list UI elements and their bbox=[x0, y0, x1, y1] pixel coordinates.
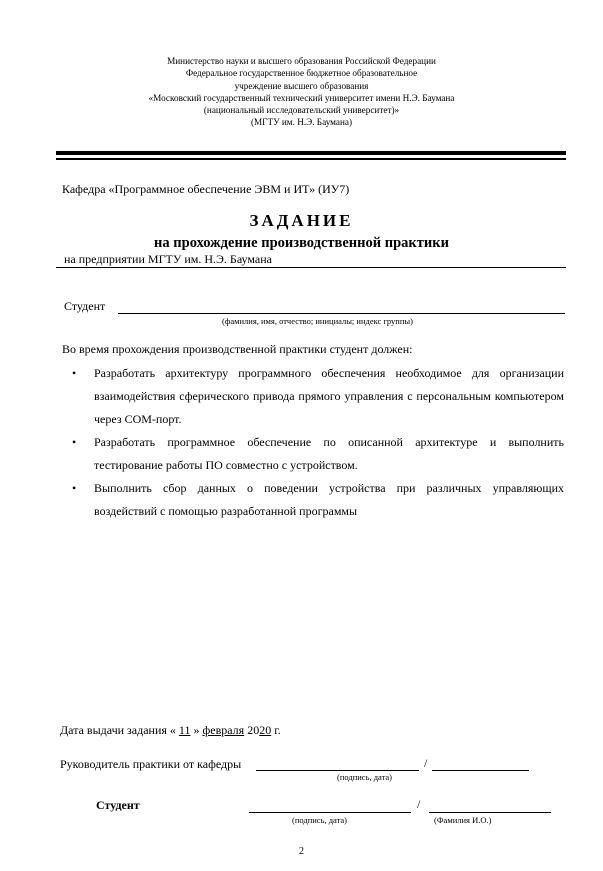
supervisor-signature-field[interactable] bbox=[256, 770, 419, 771]
slash-separator: / bbox=[424, 756, 428, 770]
student-sign-label: Студент bbox=[96, 798, 140, 812]
document-title: ЗАДАНИЕ bbox=[249, 211, 354, 230]
issue-date-month[interactable]: февраля bbox=[202, 723, 245, 737]
supervisor-name-field[interactable] bbox=[432, 770, 529, 771]
header-rule-thick bbox=[56, 151, 566, 155]
enterprise-underline bbox=[56, 267, 566, 268]
slash-separator: / bbox=[417, 797, 421, 811]
department-line: Кафедра «Программное обеспечение ЭВМ и ИТ» (ИУ7) bbox=[62, 182, 350, 196]
issue-date-suffix: г. bbox=[274, 723, 281, 737]
document-subtitle: на прохождение производственной практики bbox=[154, 235, 449, 251]
supervisor-signature-hint: (подпись, дата) bbox=[337, 772, 393, 782]
student-label: Студент bbox=[64, 299, 106, 313]
tasks-intro: Во время прохождения производственной практики студент должен: bbox=[62, 342, 413, 356]
ministry-header bbox=[0, 55, 603, 129]
header-line: Министерство науки и высшего образования Российской Федерации bbox=[167, 56, 436, 66]
issue-date-line bbox=[60, 723, 281, 738]
issue-date-prefix: Дата выдачи задания « bbox=[60, 723, 176, 737]
task-text: Разработать программное обеспечение по описанной архитектуре и выполнить тестирование работы ПО совместно с устройством. bbox=[94, 435, 564, 472]
supervisor-label: Руководитель практики от кафедры bbox=[60, 757, 242, 771]
header-line: (МГТУ им. Н.Э. Баумана) bbox=[250, 117, 353, 128]
student-surname-field[interactable] bbox=[429, 812, 551, 813]
list-item bbox=[72, 362, 564, 431]
tasks-list bbox=[72, 362, 564, 523]
header-line: «Московский государственный технический университет имени Н.Э. Баумана bbox=[148, 92, 455, 103]
task-text: Выполнить сбор данных о поведении устройства при различных управляющих воздействий с помощью разработанной программы bbox=[94, 481, 564, 518]
list-item bbox=[72, 477, 564, 523]
issue-date-year-prefix: 20 bbox=[247, 723, 260, 737]
bullet-icon: • bbox=[72, 366, 77, 380]
student-surname-hint: (Фамилия И.О.) bbox=[434, 815, 492, 825]
issue-date-day[interactable]: 11 bbox=[178, 723, 191, 737]
issue-date-year-suffix[interactable]: 20 bbox=[259, 723, 272, 737]
task-text: Разработать архитектуру программного обеспечения необходимое для организации взаимодействия сферического привода прямого управления с персональным компьютером через COM-порт. bbox=[94, 366, 564, 426]
bullet-icon: • bbox=[72, 435, 77, 449]
enterprise-line: на предприятии МГТУ им. Н.Э. Баумана bbox=[64, 252, 272, 266]
student-name-field[interactable] bbox=[118, 313, 565, 314]
list-item bbox=[72, 431, 564, 477]
header-line: Федеральное государственное бюджетное образовательное bbox=[185, 68, 418, 79]
page-number: 2 bbox=[299, 846, 304, 857]
bullet-icon: • bbox=[72, 481, 77, 495]
header-rule-thin bbox=[56, 158, 566, 160]
student-signature-field[interactable] bbox=[249, 812, 411, 813]
header-line: учреждение высшего образования bbox=[234, 80, 369, 91]
issue-date-mid: » bbox=[193, 723, 200, 737]
header-line: (национальный исследовательский университет)» bbox=[203, 105, 400, 116]
student-field-hint: (фамилия, имя, отчество; инициалы; индекс группы) bbox=[222, 316, 413, 326]
student-signature-hint: (подпись, дата) bbox=[292, 815, 348, 825]
